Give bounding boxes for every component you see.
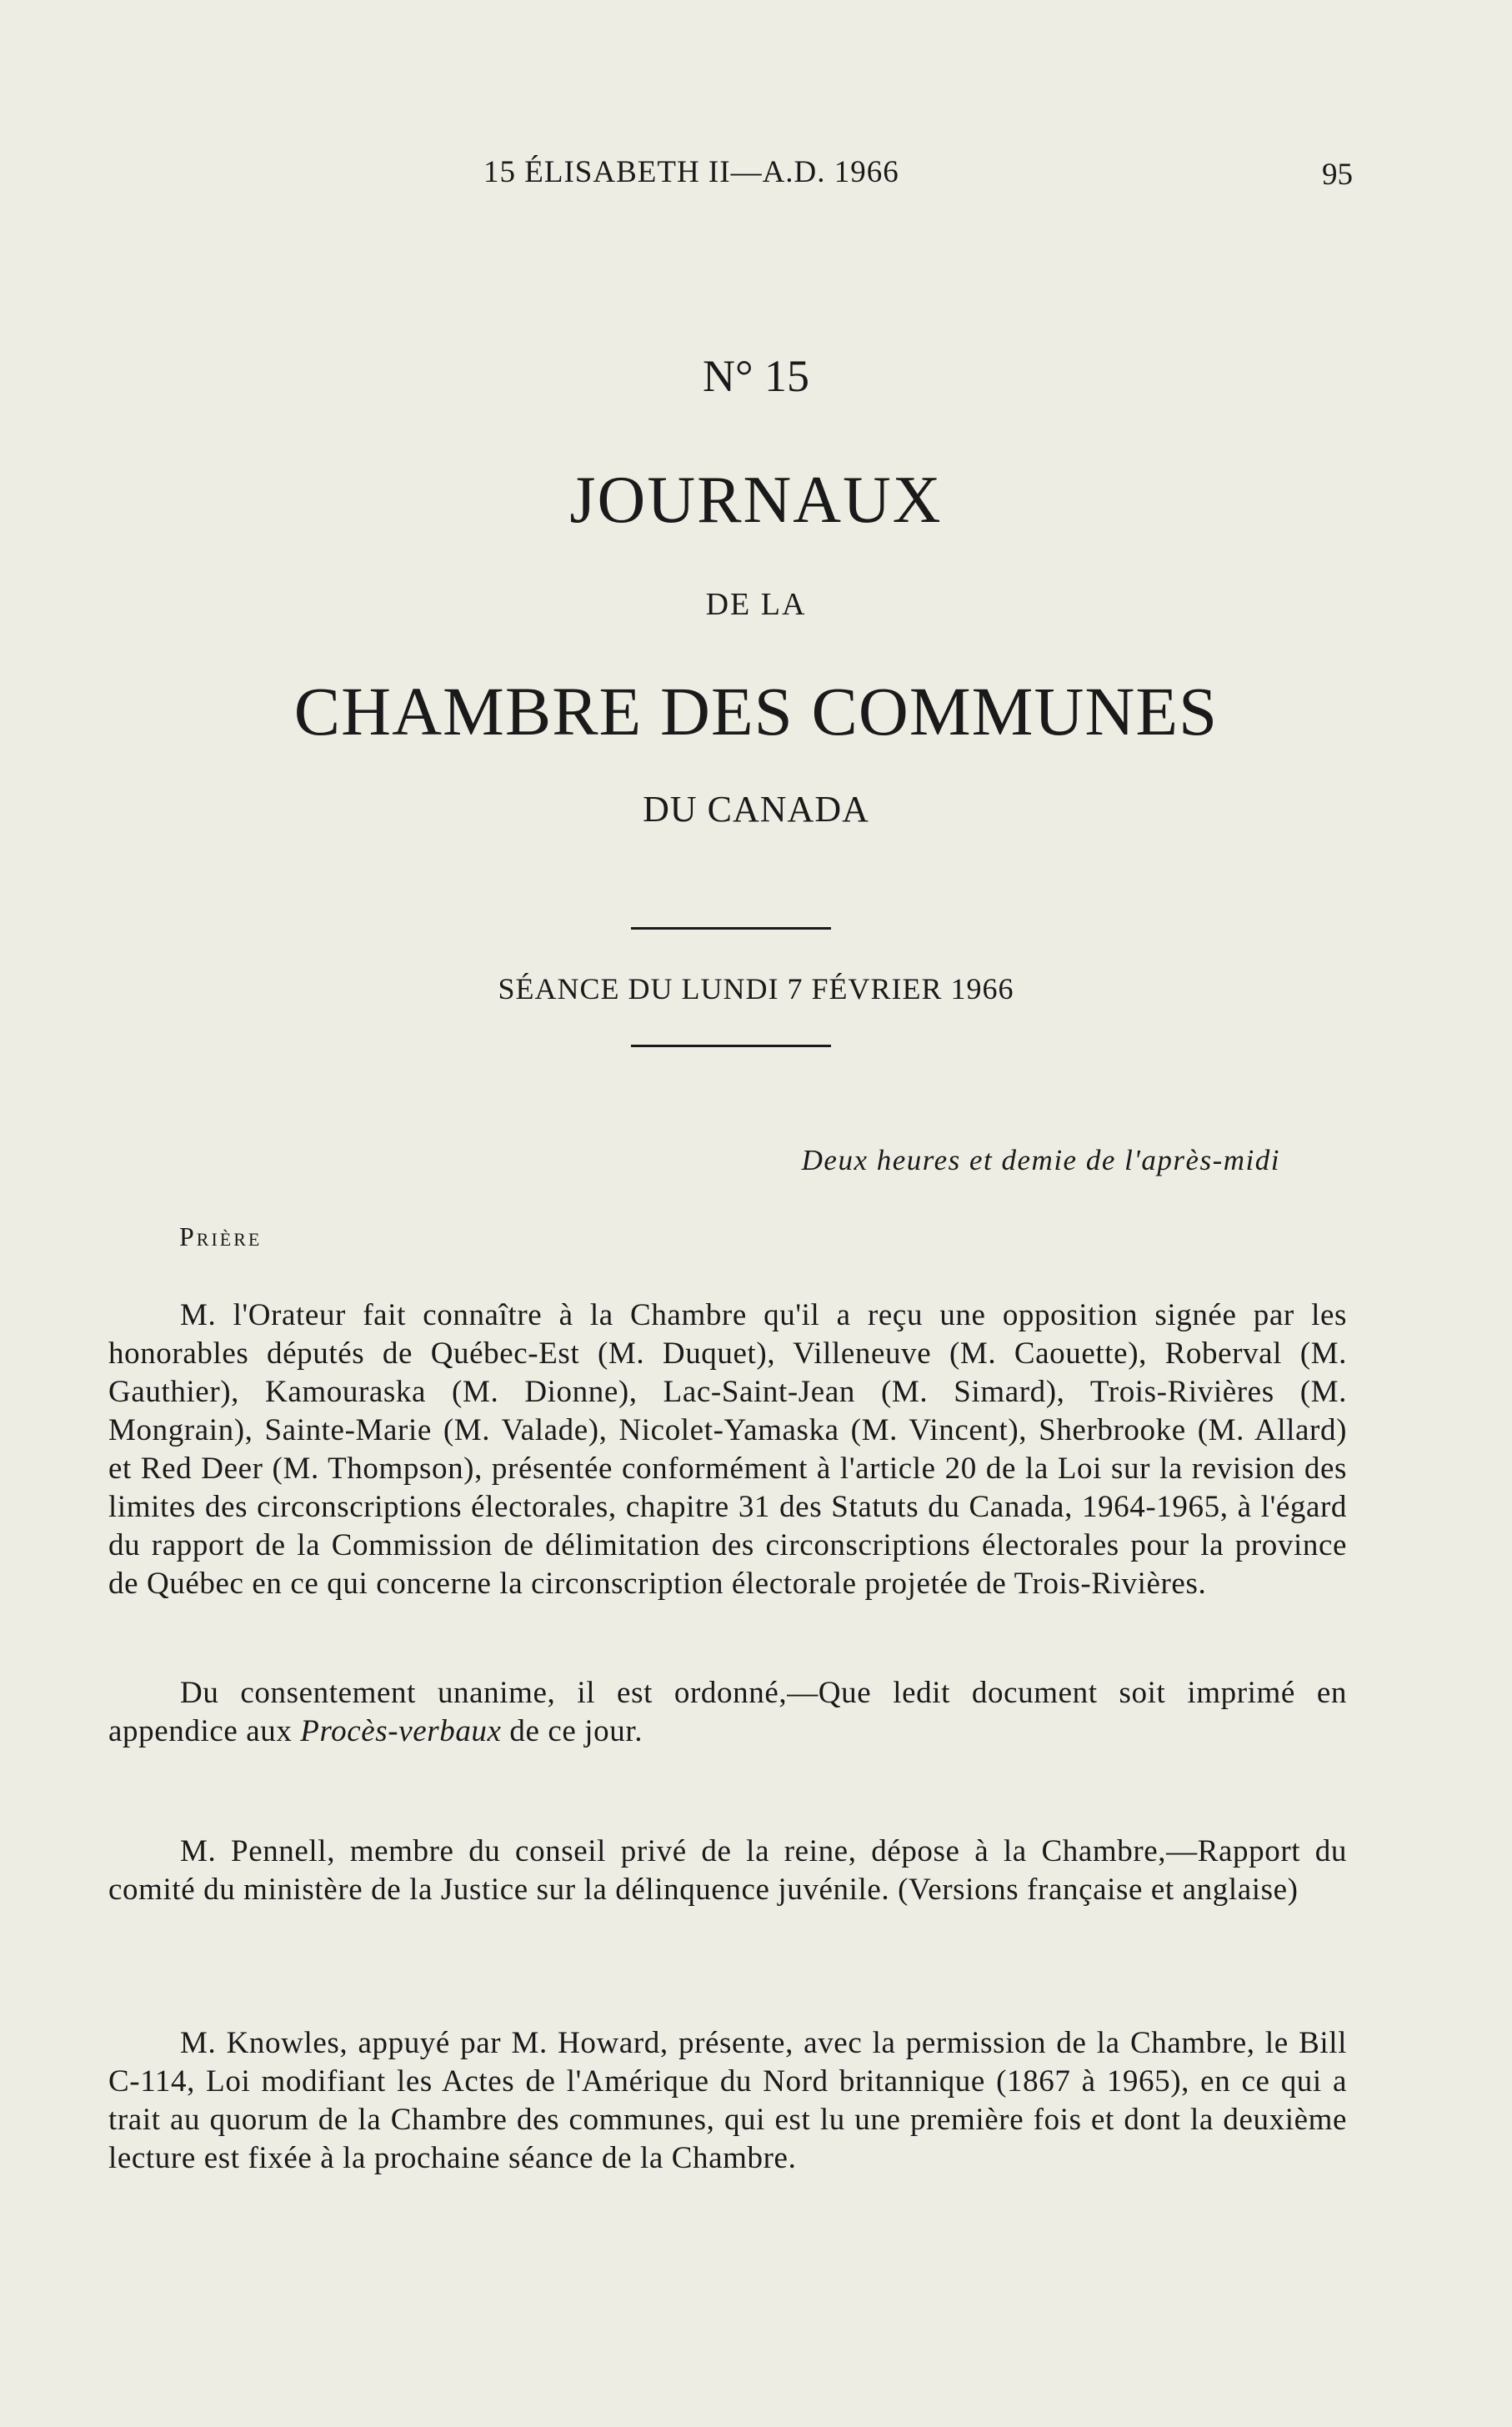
paragraph-pennell-report: M. Pennell, membre du conseil privé de la reine, dépose à la Chambre,—Rapport du comité du ministère de la Justice sur la délinquence juvénile. (Versions française et anglaise) xyxy=(108,1834,1347,1907)
divider-top xyxy=(631,927,831,930)
issue-number: N° 15 xyxy=(702,351,810,401)
paragraph-consent xyxy=(108,1674,1347,1751)
paragraph-knowles-bill: M. Knowles, appuyé par M. Howard, présente, avec la permission de la Chambre, le Bill C-114, Loi modifiant les Actes de l'Amérique du Nord britannique (1867 à 1965), en ce qui a trait au quorum de la Chambre des communes, qui est lu une première fois et dont la deuxième lecture est fixée à la prochaine séance de la Chambre. xyxy=(108,2026,1347,2175)
section-heading-priere: Prière xyxy=(179,1221,263,1251)
page-number: 95 xyxy=(1322,158,1353,192)
running-head: 15 ÉLISABETH II—A.D. 1966 xyxy=(483,155,899,189)
sitting-date: SÉANCE DU LUNDI 7 FÉVRIER 1966 xyxy=(498,972,1014,1005)
paragraph-opposition: M. l'Orateur fait connaître à la Chambre qu'il a reçu une opposition signée par les honorables députés de Québec-Est (M. Duquet), Villeneuve (M. Caouette), Roberval (M. Gauthier), Kamouraska (M. Dionne), Lac-Saint-Jean (M. Simard), Trois-Rivières (M. Mongrain), Sainte-Marie (M. Valade), Nicolet-Yamaska (M. Vincent), Sherbrooke (M. Allard) et Red Deer (M. Thompson), présentée conformément à l'article 20 de la Loi sur la revision des limites des circonscriptions électorales, chapitre 31 des Statuts du Canada, 1964-1965, à l'égard du rapport de la Commission de délimitation des circonscriptions électorales pour la province de Québec en ce qui concerne la circonscription électorale projetée de Trois-Rivières. xyxy=(108,1298,1347,1601)
title-connector: DE LA xyxy=(705,587,807,622)
country-title: DU CANADA xyxy=(643,789,869,830)
paragraph-consent-text-start: Du consentement unanime, il est ordonné,—Que ledit document soit imprimé en appendice aux xyxy=(108,1676,1347,1748)
paragraph-consent-text-end: de ce jour. xyxy=(501,1714,643,1748)
paragraph-consent-italic: Procès-verbaux xyxy=(300,1714,502,1748)
divider-bottom xyxy=(631,1045,831,1047)
sitting-time: Deux heures et demie de l'après-midi xyxy=(801,1144,1280,1176)
chamber-title: CHAMBRE DES COMMUNES xyxy=(293,673,1219,750)
journal-title: JOURNAUX xyxy=(569,464,943,537)
